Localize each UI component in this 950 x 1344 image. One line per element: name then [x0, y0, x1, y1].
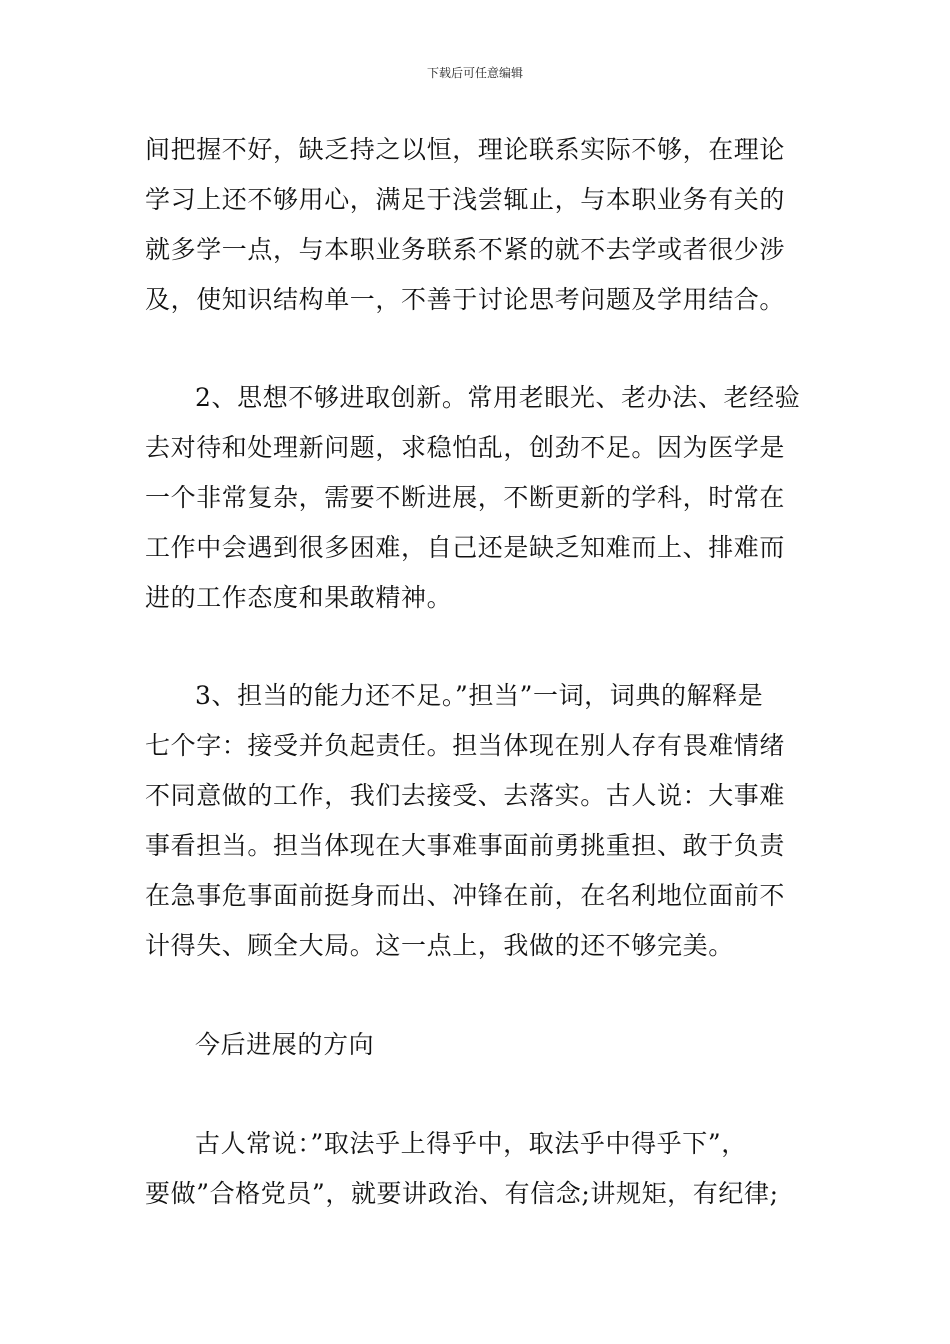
- paragraph-2-line-1: 2、思想不够进取创新。常用老眼光、老办法、老经验: [195, 383, 801, 412]
- paragraph-3-line-4: 事看担当。担当体现在大事难事面前勇挑重担、敢于负责: [145, 831, 786, 860]
- paragraph-4-line-1: 古人常说：”取法乎上得乎中，取法乎中得乎下”，: [195, 1129, 747, 1158]
- paragraph-1-line-2: 学习上还不够用心，满足于浅尝辄止，与本职业务有关的: [145, 185, 786, 214]
- paragraph-2-line-5: 进的工作态度和果敢精神。: [145, 583, 453, 612]
- paragraph-2-line-4: 工作中会遇到很多困难，自己还是缺乏知难而上、排难而: [145, 533, 786, 562]
- header-note: 下载后可任意编辑: [426, 66, 523, 80]
- paragraph-1-line-1: 间把握不好，缺乏持之以恒，理论联系实际不够，在理论: [145, 135, 786, 164]
- paragraph-3-line-5: 在急事危事面前挺身而出、冲锋在前，在名利地位面前不: [145, 881, 786, 910]
- paragraph-2-line-2: 去对待和处理新问题，求稳怕乱，创劲不足。因为医学是: [145, 433, 786, 462]
- paragraph-2-line-3: 一个非常复杂，需要不断进展，不断更新的学科，时常在: [145, 483, 786, 512]
- paragraph-1-line-4: 及，使知识结构单一，不善于讨论思考问题及学用结合。: [145, 285, 786, 314]
- paragraph-1-line-3: 就多学一点，与本职业务联系不紧的就不去学或者很少涉: [145, 235, 786, 264]
- paragraph-4-line-2: 要做”合格党员”，就要讲政治、有信念;讲规矩，有纪律;: [145, 1179, 779, 1208]
- paragraph-3-line-6: 计得失、顾全大局。这一点上，我做的还不够完美。: [145, 931, 734, 960]
- section-heading: 今后进展的方向: [195, 1030, 375, 1059]
- paragraph-3-line-2: 七个字：接受并负起责任。担当体现在别人存有畏难情绪: [145, 731, 786, 760]
- paragraph-3-line-1: 3、担当的能力还不足。”担当”一词，词典的解释是: [195, 681, 764, 710]
- paragraph-3-line-3: 不同意做的工作，我们去接受、去落实。古人说：大事难: [145, 781, 786, 810]
